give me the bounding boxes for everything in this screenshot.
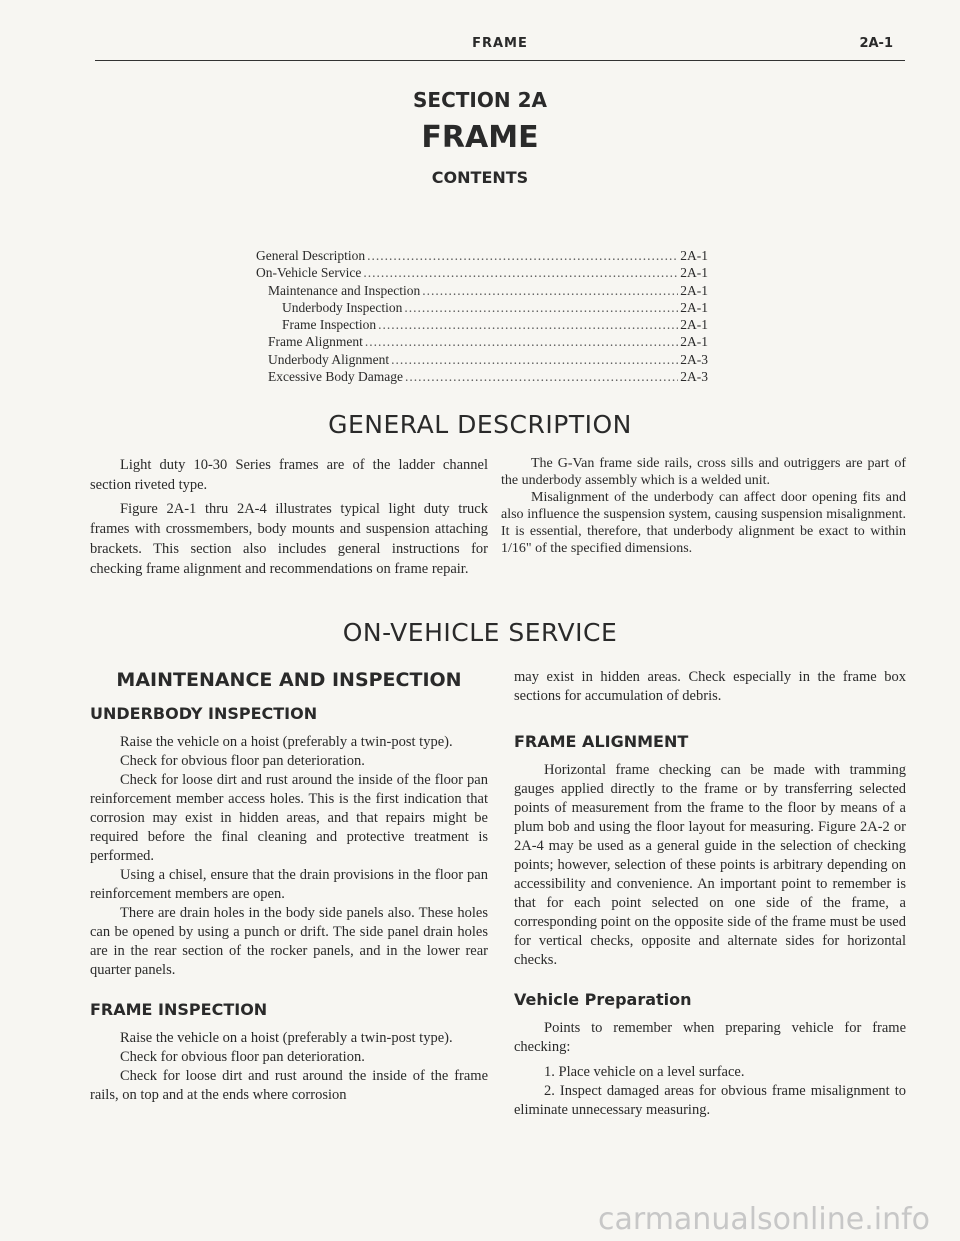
toc-entry-label: Frame Alignment — [268, 334, 363, 350]
body-paragraph: Check for obvious floor pan deterioration. — [120, 1049, 365, 1065]
body-paragraph: Horizontal frame checking can be made with tramming gauges applied directly to the frame or by transferring selected points of measurement from the frame to the floor by means of a plum bob and using the floor layout for measuring. Figure 2A-2 or 2A-4 may be used as a general guide in the selection of checking points; however, selection of these points is arbitrary depending on accessibility and convenience. An important point to remember is that for each point selected on one side of the frame, a corresponding point on the opposite side of the frame must be used for vertical checks, opposite and alternate sides for horizontal checks. — [514, 762, 906, 968]
on-vehicle-service-heading: ON-VEHICLE SERVICE — [342, 618, 618, 647]
on-vehicle-service-left-column — [90, 668, 488, 1105]
toc-entry-label: Excessive Body Damage — [268, 369, 403, 385]
general-description-left-column — [90, 455, 488, 579]
frame-inspection-heading: FRAME INSPECTION — [90, 1000, 268, 1019]
toc-entry-page: 2A-1 — [680, 282, 708, 298]
body-paragraph: Check for obvious floor pan deterioration. — [120, 753, 365, 769]
toc-entry[interactable] — [256, 333, 708, 350]
vehicle-preparation-heading: Vehicle Preparation — [514, 990, 692, 1009]
toc-entry-page: 2A-1 — [680, 265, 708, 281]
section-title: FRAME — [421, 120, 539, 155]
underbody-inspection-heading: UNDERBODY INSPECTION — [90, 704, 318, 723]
toc-leader — [391, 351, 678, 368]
list-item: 1. Place vehicle on a level surface. — [544, 1064, 745, 1080]
body-paragraph: Raise the vehicle on a hoist (preferably a twin-post type). — [120, 734, 453, 750]
body-paragraph: Raise the vehicle on a hoist (preferably a twin-post type). — [120, 1030, 453, 1046]
header-page-number: 2A-1 — [859, 36, 893, 51]
toc-entry-label: Frame Inspection — [282, 317, 377, 333]
toc-entry[interactable] — [256, 282, 708, 299]
toc-leader — [405, 368, 678, 385]
toc-leader — [367, 247, 678, 264]
toc-entry-label: Underbody Inspection — [282, 299, 403, 315]
toc-entry[interactable] — [256, 351, 708, 368]
toc-entry-page: 2A-3 — [680, 369, 708, 385]
general-description-right-column — [501, 455, 906, 557]
body-paragraph: Misalignment of the underbody can affect door opening fits and also influence the suspension system, causing suspension misalignment. It is essential, therefore, that underbody alignment be exact to within 1/16" of the specified dimensions. — [501, 490, 906, 556]
body-paragraph: Points to remember when preparing vehicle for frame checking: — [514, 1020, 906, 1055]
body-paragraph: Using a chisel, ensure that the drain provisions in the floor pan reinforcement members are open. — [90, 867, 488, 902]
toc-entry[interactable] — [256, 368, 708, 385]
body-paragraph: Check for loose dirt and rust around the inside of the frame rails, on top and at the ends where corrosion — [90, 1068, 488, 1103]
body-paragraph: may exist in hidden areas. Check especially in the frame box sections for accumulation of debris. — [514, 669, 906, 704]
toc-leader — [378, 316, 678, 333]
toc-entry[interactable] — [256, 299, 708, 316]
list-item: 2. Inspect damaged areas for obvious frame misalignment to eliminate unnecessary measuring. — [514, 1083, 906, 1118]
toc-entry-page: 2A-1 — [680, 317, 708, 333]
body-paragraph: Figure 2A-1 thru 2A-4 illustrates typical light duty truck frames with crossmembers, body mounts and suspension attaching brackets. This section also includes general instructions for checking frame alignment and recommendations on frame repair. — [90, 501, 488, 577]
toc-entry-page: 2A-1 — [680, 248, 708, 263]
toc-leader — [363, 264, 678, 281]
body-paragraph: The G-Van frame side rails, cross sills and outriggers are part of the underbody assembly which is a welded unit. — [501, 456, 906, 488]
toc-entry-label: General Description — [256, 248, 366, 263]
toc-entry-label: Maintenance and Inspection — [268, 282, 421, 298]
toc-entry[interactable] — [256, 264, 708, 281]
page-header — [95, 30, 905, 60]
table-of-contents — [256, 247, 708, 385]
on-vehicle-service-right-column — [514, 668, 906, 1120]
toc-leader — [404, 299, 678, 316]
toc-entry-label: On-Vehicle Service — [256, 265, 362, 281]
header-rule — [95, 60, 905, 61]
toc-entry-page: 2A-1 — [680, 334, 708, 350]
maintenance-inspection-heading: MAINTENANCE AND INSPECTION — [116, 669, 462, 691]
body-paragraph: There are drain holes in the body side panels also. These holes can be opened by using a punch or drift. The side panel drain holes are in the rear section of the rocker panels, and in the lower rear quarter panels. — [90, 905, 488, 978]
toc-entry[interactable] — [256, 316, 708, 333]
frame-alignment-heading: FRAME ALIGNMENT — [514, 732, 689, 751]
section-label: SECTION 2A — [413, 88, 547, 112]
toc-entry-page: 2A-3 — [680, 351, 708, 367]
body-paragraph: Check for loose dirt and rust around the inside of the floor pan reinforcement member access holes. This is the first indication that corrosion may exist in hidden areas, and that repairs might be required before the final cleaning and protective treatment is performed. — [90, 772, 488, 864]
toc-entry[interactable] — [256, 247, 708, 264]
toc-entry-label: Underbody Alignment — [268, 351, 390, 367]
toc-leader — [365, 333, 678, 350]
contents-label: CONTENTS — [431, 168, 529, 187]
toc-entry-page: 2A-1 — [680, 299, 708, 315]
watermark-text: carmanualsonline.info — [598, 1202, 930, 1237]
header-title: FRAME — [472, 36, 528, 51]
body-paragraph: Light duty 10-30 Series frames are of the ladder channel section riveted type. — [90, 457, 488, 493]
toc-leader — [422, 282, 678, 299]
general-description-heading: GENERAL DESCRIPTION — [328, 410, 632, 439]
